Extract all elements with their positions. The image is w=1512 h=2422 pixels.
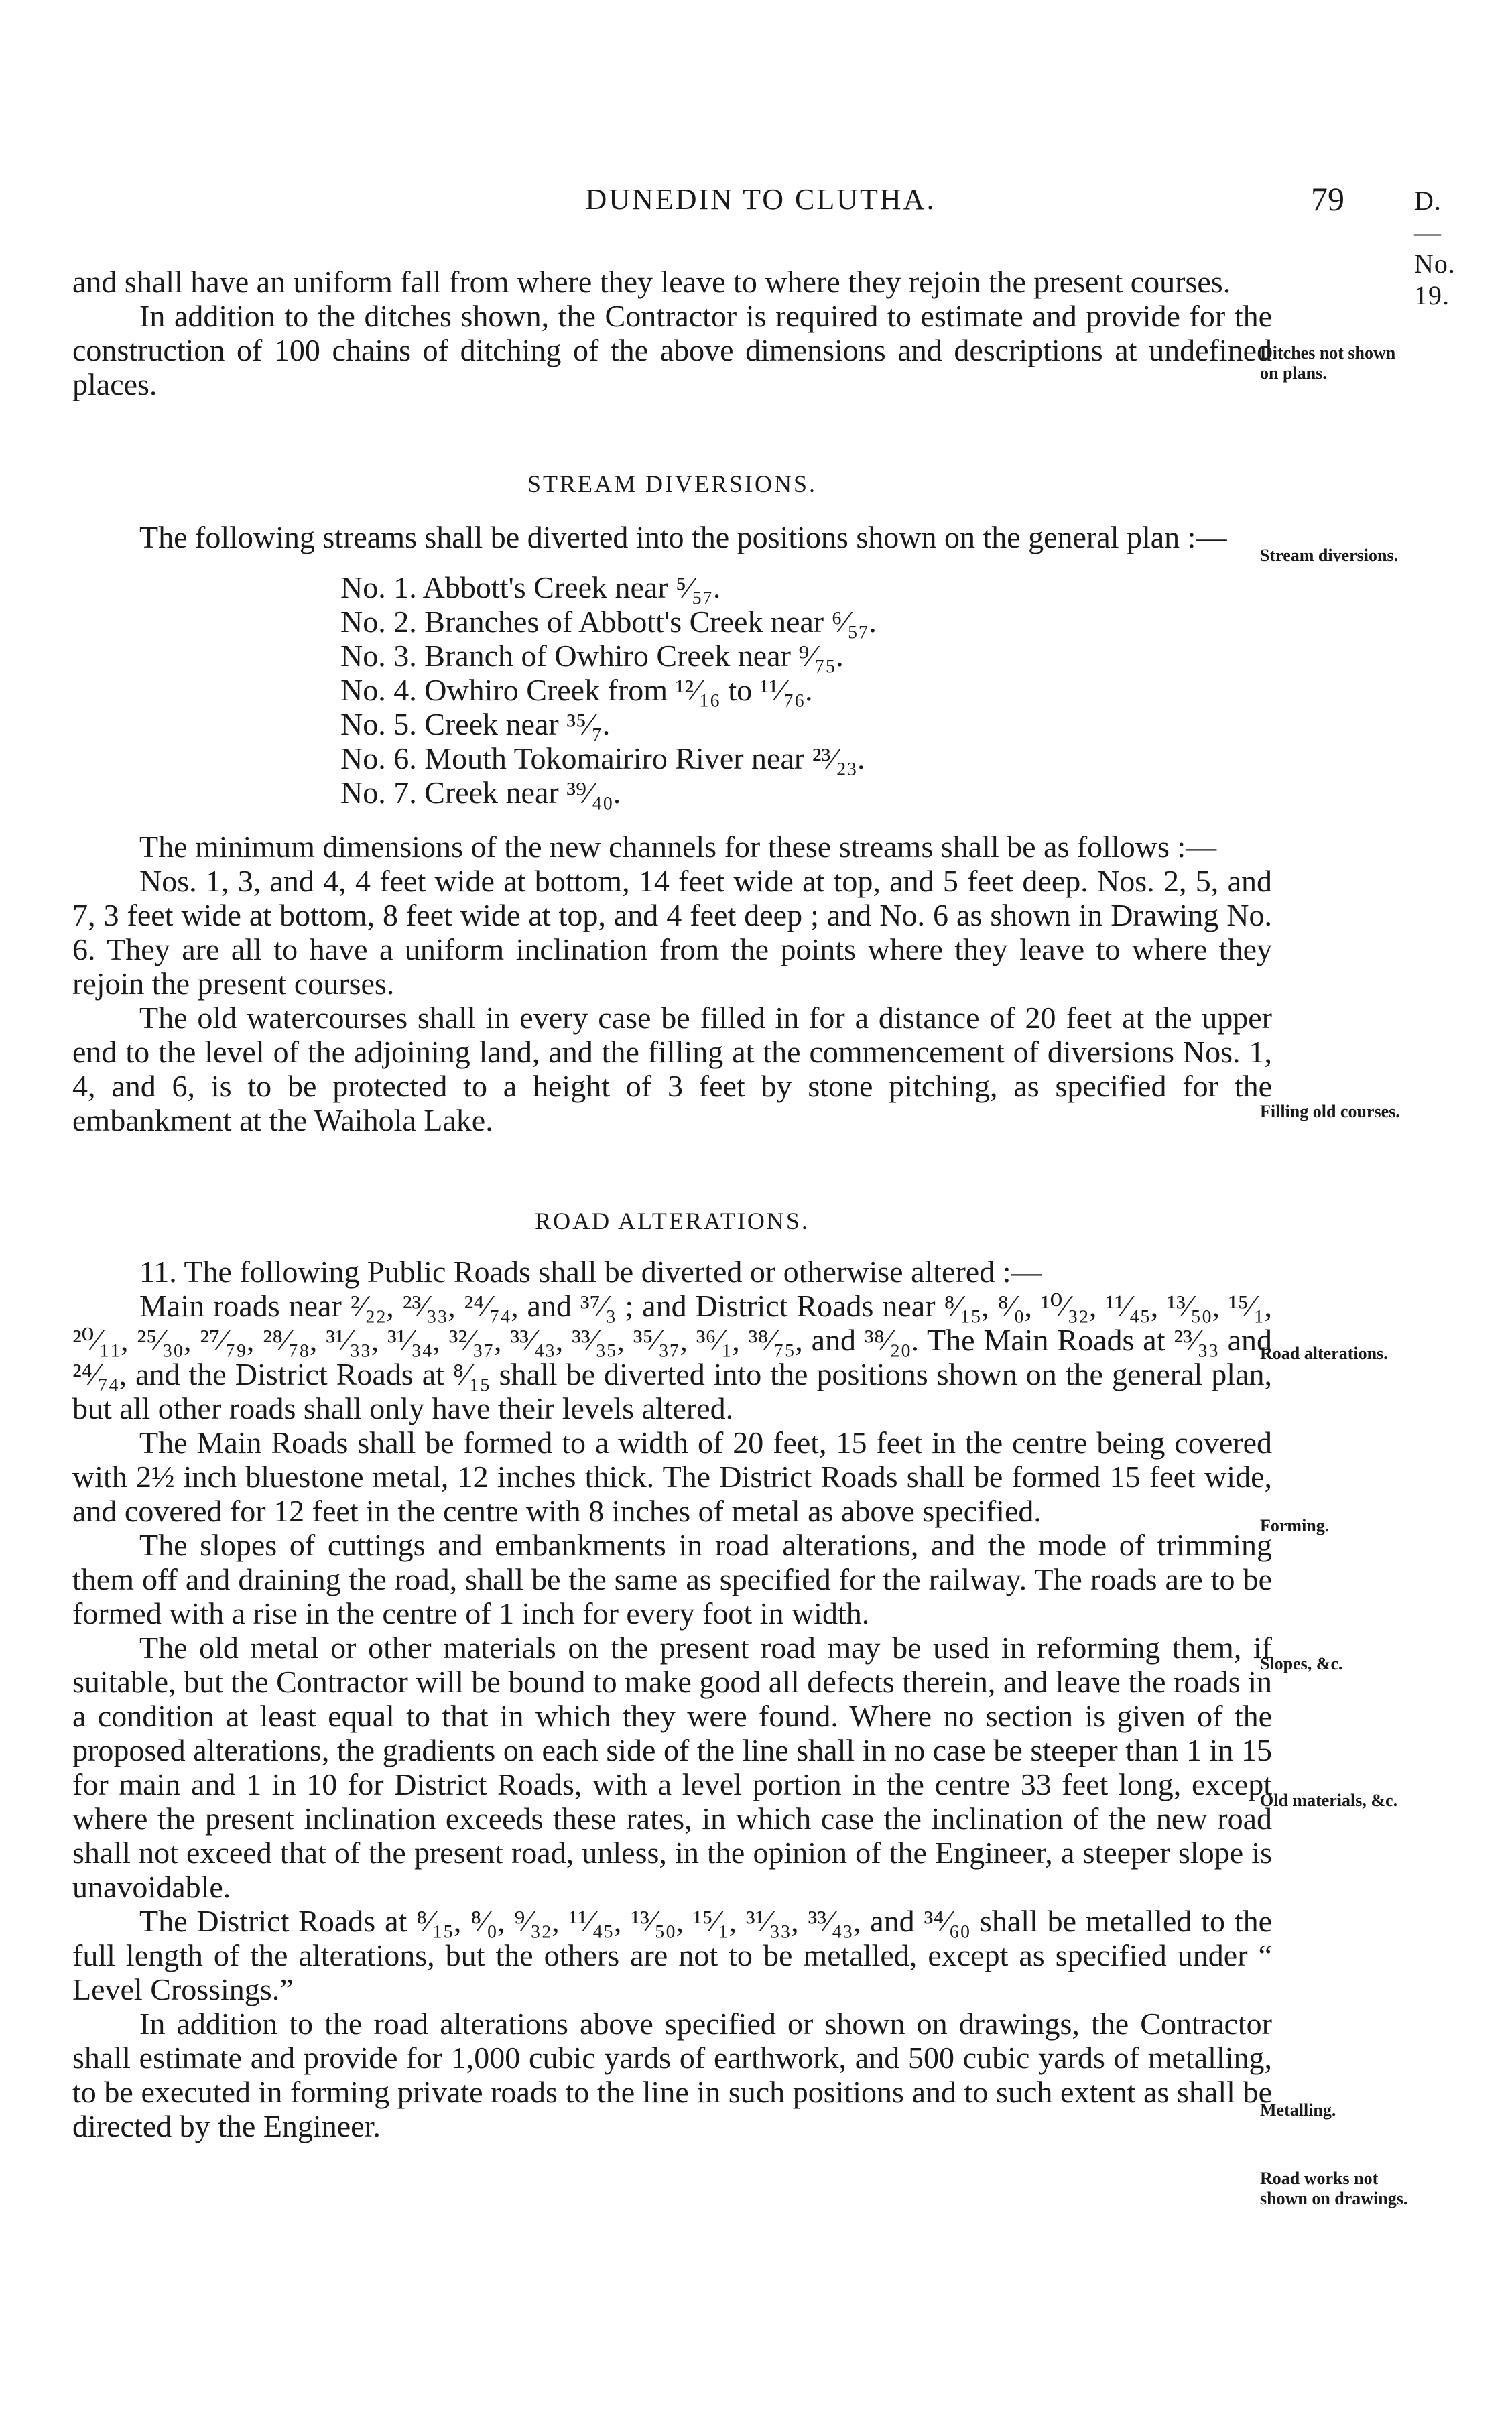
page-number: 79: [1311, 180, 1344, 218]
margin-note-roadworks: Road works not shown on drawings.: [1260, 2169, 1408, 2208]
margin-note-stream: Stream diversions.: [1260, 546, 1399, 565]
paragraph: 11. The following Public Roads shall be diverted or otherwise altered :—: [139, 1255, 1042, 1289]
paragraph: The old watercourses shall in every case be filled in for a distance of 20 feet at the upper end to the level of the adjoining land, and the filling at the commencement of diversions Nos. 1, 4, and 6, is to be protected to a height of 3 feet by stone pitching, as specified for the embankment at the Waihola Lake.: [72, 1001, 1272, 1137]
paragraph: The following streams shall be diverted into the positions shown on the general plan :—: [139, 520, 1227, 554]
margin-note-slopes: Slopes, &c.: [1260, 1654, 1343, 1673]
paragraph: The Main Roads shall be formed to a width of 20 feet, 15 feet in the centre being covered with 2½ inch bluestone metal, 12 inches thick. The District Roads shall be formed 15 feet wide, and covered for 12 feet in the centre with 8 inches of metal as above specified.: [72, 1425, 1272, 1528]
body-text: [72, 265, 1272, 2143]
paragraph: The old metal or other materials on the present road may be used in reforming them, if suitable, but the Contractor will be bound to make good all defects therein, and leave the roads in a condition at least equal to that in which they were found. Where no section is given of the proposed alterations, the gradients on each side of the line shall in no case be steeper than 1 in 15 for main and 1 in 10 for District Roads, with a level portion in the centre 33 feet long, except where the present inclination exceeds these rates, in which case the inclination of the new road shall not exceed that of the present road, unless, in the opinion of the Engineer, a steeper slope is unavoidable.: [72, 1631, 1272, 1904]
paragraph: The minimum dimensions of the new channels for these streams shall be as follows :—: [139, 830, 1217, 864]
document-reference: D.—No. 19.: [1414, 186, 1456, 310]
margin-note-metalling: Metalling.: [1260, 2100, 1336, 2120]
paragraph: and shall have an uniform fall from where they leave to where they rejoin the present courses.: [72, 265, 1231, 299]
paragraph: Main roads near ²⁄₂₂, ²³⁄₃₃, ²⁴⁄₇₄, and ³⁷⁄₃ ; and District Roads near ⁸⁄₁₅, ⁸⁄₀, ¹⁰⁄₃₂, ¹¹⁄₄₅, ¹³⁄₅₀, ¹⁵⁄₁, ²⁰⁄₁₁, ²⁵⁄₃₀, ²⁷⁄₇₉, ²⁸⁄₇₈, ³¹⁄₃₃, ³¹⁄₃₄, ³²⁄₃₇, ³³⁄₄₃, ³³⁄₃₅, ³⁵⁄₃₇, ³⁶⁄₁, ³⁸⁄₇₅, and ³⁸⁄₂₀. The Main Roads at ²³⁄₃₃ and ²⁴⁄₇₄, and the District Roads at ⁸⁄₁₅ shall be diverted into the positions shown on the general plan, but all other roads shall only have their levels altered.: [72, 1289, 1272, 1425]
section-heading: ROAD ALTERATIONS.: [535, 1208, 810, 1234]
margin-note-forming: Forming.: [1260, 1516, 1330, 1535]
margin-note-filling: Filling old courses.: [1260, 1102, 1400, 1121]
paragraph: The slopes of cuttings and embankments in road alterations, and the mode of trimming them off and draining the road, shall be the same as specified for the railway. The roads are to be formed with a rise in the centre of 1 inch for every foot in width.: [72, 1528, 1272, 1631]
margin-note-road: Road alterations.: [1260, 1344, 1388, 1363]
list-item: No. 7. Creek near ³⁹⁄₄₀.: [340, 775, 621, 810]
margin-note-ditches: Ditches not shown on plans.: [1260, 343, 1396, 383]
list-item: No. 3. Branch of Owhiro Creek near ⁹⁄₇₅.: [340, 639, 844, 673]
paragraph: In addition to the road alterations above specified or shown on drawings, the Contractor shall estimate and provide for 1,000 cubic yards of earthwork, and 500 cubic yards of metalling, to be executed in forming private roads to the line in such positions and to such extent as shall be directed by the Engineer.: [72, 2006, 1272, 2143]
list-item: No. 5. Creek near ³⁵⁄₇.: [340, 707, 611, 741]
list-item: No. 6. Mouth Tokomairiro River near ²³⁄₂₃.: [340, 741, 865, 775]
list-item: No. 1. Abbott's Creek near ⁵⁄₅₇.: [340, 570, 721, 604]
list-item: No. 2. Branches of Abbott's Creek near ⁶⁄₅₇.: [340, 604, 877, 639]
stream-list: [72, 570, 1272, 810]
paragraph: Nos. 1, 3, and 4, 4 feet wide at bottom, 14 feet wide at top, and 5 feet deep. Nos. 2, 5, and 7, 3 feet wide at bottom, 8 feet wide at top, and 4 feet deep ; and No. 6 as shown in Drawing No. 6. They are all to have a uniform inclination from the points where they leave to where they rejoin the present courses.: [72, 864, 1272, 1001]
section-heading: STREAM DIVERSIONS.: [527, 470, 818, 497]
paragraph: In addition to the ditches shown, the Contractor is required to estimate and provide for the construction of 100 chains of ditching of the above dimensions and descriptions at undefined places.: [72, 299, 1272, 401]
list-item: No. 4. Owhiro Creek from ¹²⁄₁₆ to ¹¹⁄₇₆.: [340, 673, 813, 707]
running-title: DUNEDIN TO CLUTHA.: [585, 183, 936, 216]
paragraph: The District Roads at ⁸⁄₁₅, ⁸⁄₀, ⁹⁄₃₂, ¹¹⁄₄₅, ¹³⁄₅₀, ¹⁵⁄₁, ³¹⁄₃₃, ³³⁄₄₃, and ³⁴⁄₆₀ shall be metalled to the full length of the alterations, but the others are not to be metalled, except as specified under “ Level Crossings.”: [72, 1904, 1272, 2006]
margin-note-old: Old materials, &c.: [1260, 1791, 1398, 1810]
